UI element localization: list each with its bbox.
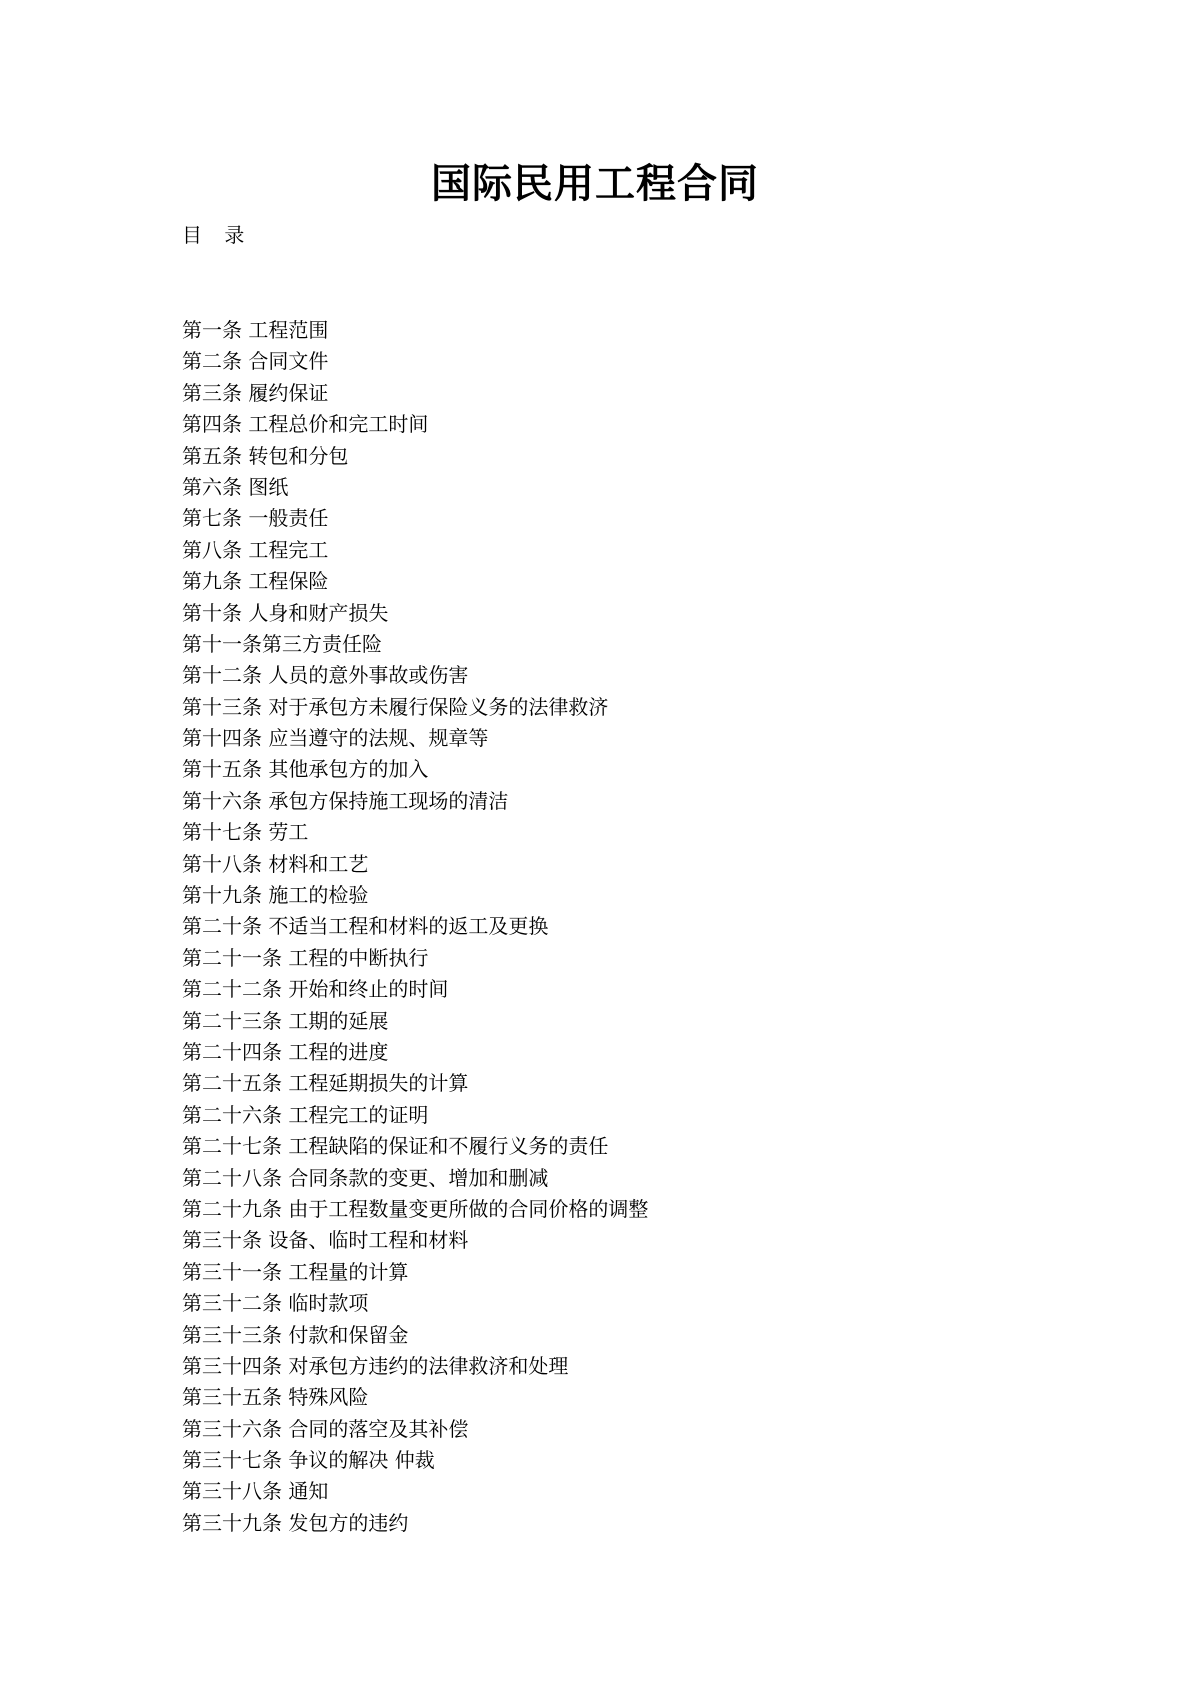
toc-item: 第四条 工程总价和完工时间 bbox=[182, 412, 429, 437]
toc-item: 第三条 履约保证 bbox=[182, 380, 329, 405]
toc-item: 第二十五条 工程延期损失的计算 bbox=[182, 1071, 469, 1096]
toc-item: 第二十八条 合同条款的变更、增加和删减 bbox=[182, 1165, 549, 1190]
table-of-contents-list bbox=[182, 315, 648, 1539]
toc-item: 第十五条 其他承包方的加入 bbox=[182, 757, 429, 782]
toc-item: 第三十八条 通知 bbox=[182, 1479, 329, 1504]
toc-item: 第三十三条 付款和保留金 bbox=[182, 1322, 409, 1347]
toc-item: 第五条 转包和分包 bbox=[182, 443, 349, 468]
toc-item: 第十条 人身和财产损失 bbox=[182, 600, 389, 625]
toc-item: 第二十二条 开始和终止的时间 bbox=[182, 977, 449, 1002]
toc-item: 第十七条 劳工 bbox=[182, 820, 309, 845]
toc-item: 第十九条 施工的检验 bbox=[182, 883, 369, 908]
toc-item: 第二十一条 工程的中断执行 bbox=[182, 945, 429, 970]
toc-item: 第二十九条 由于工程数量变更所做的合同价格的调整 bbox=[182, 1196, 649, 1221]
toc-item: 第十四条 应当遵守的法规、规章等 bbox=[182, 726, 489, 751]
toc-item: 第三十九条 发包方的违约 bbox=[182, 1510, 409, 1535]
toc-item: 第三十二条 临时款项 bbox=[182, 1291, 369, 1316]
toc-item: 第三十条 设备、临时工程和材料 bbox=[182, 1228, 469, 1253]
toc-item: 第九条 工程保险 bbox=[182, 569, 329, 594]
document-title: 国际民用工程合同 bbox=[431, 160, 759, 207]
toc-item: 第七条 一般责任 bbox=[182, 506, 329, 531]
toc-item: 第三十五条 特殊风险 bbox=[182, 1385, 369, 1410]
toc-item: 第一条 工程范围 bbox=[182, 318, 329, 342]
toc-item: 第八条 工程完工 bbox=[182, 537, 329, 562]
toc-item: 第十二条 人员的意外事故或伤害 bbox=[182, 663, 469, 688]
toc-item: 第十一条第三方责任险 bbox=[182, 631, 382, 656]
toc-item: 第三十四条 对承包方违约的法律救济和处理 bbox=[182, 1353, 569, 1378]
toc-item: 第二十四条 工程的进度 bbox=[182, 1039, 389, 1064]
toc-item: 第二十六条 工程完工的证明 bbox=[182, 1102, 429, 1127]
toc-item: 第二十七条 工程缺陷的保证和不履行义务的责任 bbox=[182, 1134, 609, 1159]
toc-item: 第十六条 承包方保持施工现场的清洁 bbox=[182, 788, 509, 813]
toc-item: 第三十一条 工程量的计算 bbox=[182, 1259, 409, 1284]
toc-item: 第十八条 材料和工艺 bbox=[182, 851, 369, 876]
toc-item: 第三十七条 争议的解决 仲裁 bbox=[182, 1448, 435, 1473]
toc-item: 第三十六条 合同的落空及其补偿 bbox=[182, 1416, 469, 1441]
table-of-contents-heading: 目 录 bbox=[182, 223, 253, 247]
toc-item: 第二条 合同文件 bbox=[182, 349, 329, 374]
toc-item: 第十三条 对于承包方未履行保险义务的法律救济 bbox=[182, 694, 609, 719]
toc-item: 第二十条 不适当工程和材料的返工及更换 bbox=[182, 914, 549, 939]
toc-item: 第六条 图纸 bbox=[182, 474, 289, 499]
toc-item: 第二十三条 工期的延展 bbox=[182, 1008, 389, 1033]
